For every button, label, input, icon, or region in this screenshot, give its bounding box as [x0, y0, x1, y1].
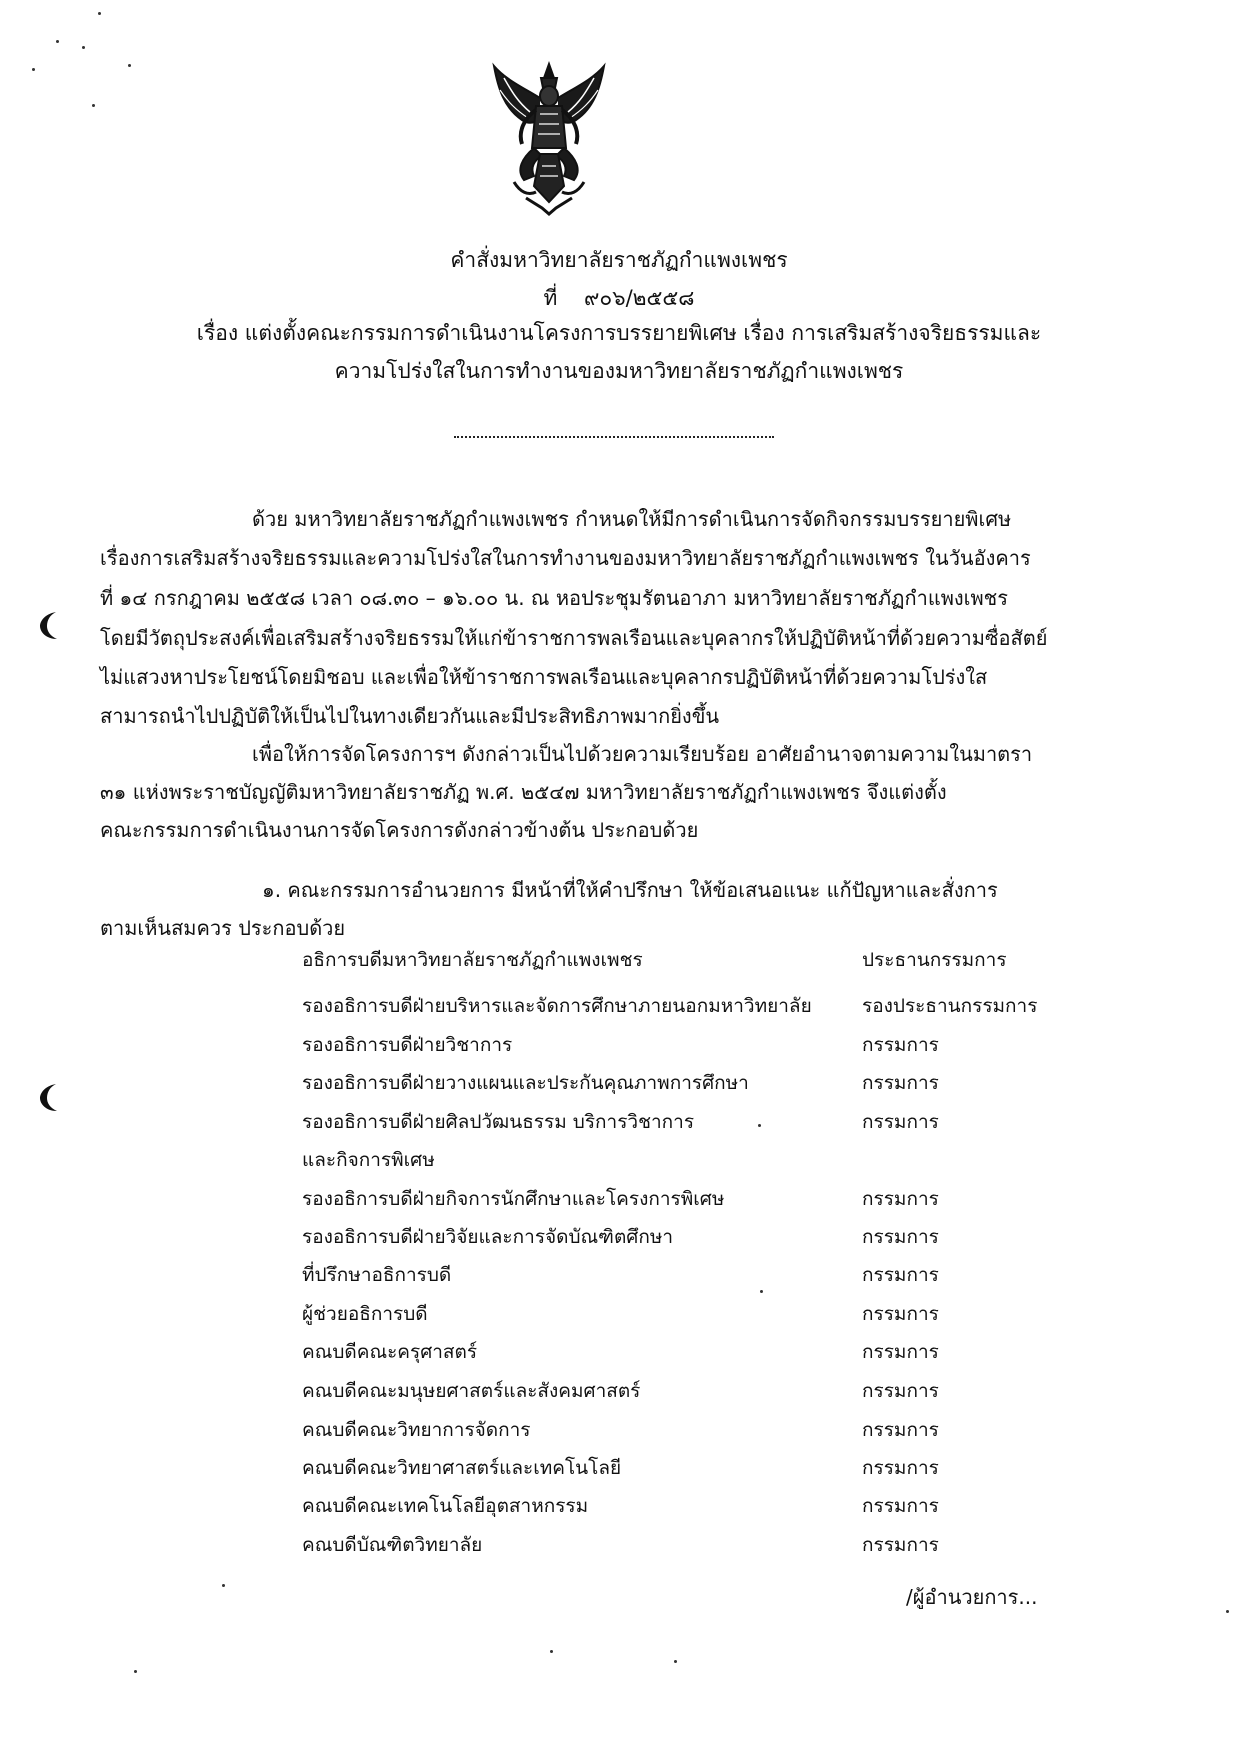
para2-line-3: คณะกรรมการดำเนินงานการจัดโครงการดังกล่าวข้างต้น ประกอบด้วย: [100, 818, 699, 842]
para1-line-3: ที่ ๑๔ กรกฎาคม ๒๕๕๘ เวลา ๐๘.๓๐ – ๑๖.๐๐ น. ณ หอประชุมรัตนอาภา มหาวิทยาลัยราชภัฏกำแพงเพชร: [100, 586, 1008, 610]
committee-member-role: กรรมการ: [862, 1188, 939, 1210]
para2-line-2: ๓๑ แห่งพระราชบัญญัติมหาวิทยาลัยราชภัฏ พ.ศ. ๒๕๔๗ มหาวิทยาลัยราชภัฏกำแพงเพชร จึงแต่งตั้ง: [100, 780, 947, 804]
scan-speck: [56, 40, 59, 43]
committee-member-name: รองอธิการบดีฝ่ายวางแผนและประกันคุณภาพการศึกษา: [302, 1072, 749, 1094]
committee-member-name: คณบดีคณะวิทยาการจัดการ: [302, 1419, 531, 1441]
para2-line-1: เพื่อให้การจัดโครงการฯ ดังกล่าวเป็นไปด้วยความเรียบร้อย อาศัยอำนาจตามความในมาตรา: [252, 742, 1033, 766]
punch-hole-icon: [36, 1080, 62, 1114]
scan-speck: [758, 1124, 761, 1127]
committee-member-role: กรรมการ: [862, 1457, 939, 1479]
committee-member-name: อธิการบดีมหาวิทยาลัยราชภัฏกำแพงเพชร: [302, 949, 643, 971]
committee-member-role: กรรมการ: [862, 1380, 939, 1402]
committee-member-name: ที่ปรึกษาอธิการบดี: [302, 1264, 452, 1286]
order-title: คำสั่งมหาวิทยาลัยราชภัฏกำแพงเพชร: [450, 248, 788, 272]
committee-member-role: กรรมการ: [862, 1303, 939, 1325]
scan-speck: [92, 104, 95, 107]
committee-member-name: คณบดีคณะมนุษยศาสตร์และสังคมศาสตร์: [302, 1380, 641, 1402]
subject-line-2: ความโปร่งใสในการทำงานของมหาวิทยาลัยราชภัฏกำแพงเพชร: [334, 359, 904, 383]
scan-speck: [32, 68, 35, 71]
committee-member-role: กรรมการ: [862, 1072, 939, 1094]
scan-speck: [128, 64, 131, 67]
scan-speck: [222, 1584, 225, 1587]
committee-member-role: กรรมการ: [862, 1341, 939, 1363]
committee-member-name: และกิจการพิเศษ: [302, 1149, 435, 1171]
punch-hole-icon: [36, 608, 62, 642]
garuda-emblem-icon: [484, 58, 614, 218]
committee-member-role: กรรมการ: [862, 1264, 939, 1286]
committee-member-role: กรรมการ: [862, 1419, 939, 1441]
committee-member-name: คณบดีคณะเทคโนโลยีอุตสาหกรรม: [302, 1495, 589, 1517]
order-number: ๙๐๖/๒๕๕๘: [584, 286, 695, 310]
order-number-label: ที่: [543, 286, 558, 310]
scan-speck: [98, 12, 101, 15]
scan-speck: [674, 1660, 677, 1663]
committee-member-role: กรรมการ: [862, 1111, 939, 1133]
section1-heading: ๑. คณะกรรมการอำนวยการ มีหน้าที่ให้คำปรึกษา ให้ข้อเสนอแนะ แก้ปัญหาและสั่งการ: [262, 878, 998, 902]
committee-member-name: ผู้ช่วยอธิการบดี: [302, 1303, 428, 1325]
committee-member-name: รองอธิการบดีฝ่ายกิจการนักศึกษาและโครงการพิเศษ: [302, 1188, 725, 1210]
committee-member-name: รองอธิการบดีฝ่ายวิชาการ: [302, 1034, 513, 1056]
committee-member-role: กรรมการ: [862, 1495, 939, 1517]
committee-member-role: กรรมการ: [862, 1034, 939, 1056]
para1-line-5: ไม่แสวงหาประโยชน์โดยมิชอบ และเพื่อให้ข้าราชการพลเรือนและบุคลากรปฏิบัติหน้าที่ด้วยความโปร่งใส: [100, 665, 988, 689]
committee-member-role: กรรมการ: [862, 1226, 939, 1248]
committee-member-name: คณบดีคณะครุศาสตร์: [302, 1341, 478, 1363]
scan-speck: [1226, 1610, 1229, 1613]
committee-member-role: กรรมการ: [862, 1534, 939, 1556]
order-number-line: [0, 283, 1238, 313]
committee-member-name: รองอธิการบดีฝ่ายวิจัยและการจัดบัณฑิตศึกษา: [302, 1226, 674, 1248]
scan-speck: [134, 1670, 137, 1673]
committee-member-name: คณบดีคณะวิทยาศาสตร์และเทคโนโลยี: [302, 1457, 622, 1479]
continuation-marker: /ผู้อำนวยการ...: [906, 1585, 1038, 1609]
scan-speck: [82, 46, 85, 49]
committee-member-name: คณบดีบัณฑิตวิทยาลัย: [302, 1534, 483, 1556]
committee-member-name: รองอธิการบดีฝ่ายศิลปวัฒนธรรม บริการวิชาการ: [302, 1111, 695, 1133]
para1-line-6: สามารถนำไปปฏิบัติให้เป็นไปในทางเดียวกันและมีประสิทธิภาพมากยิ่งขึ้น: [100, 704, 720, 728]
committee-member-role: รองประธานกรรมการ: [862, 995, 1038, 1017]
para1-line-1: ด้วย มหาวิทยาลัยราชภัฏกำแพงเพชร กำหนดให้มีการดำเนินการจัดกิจกรรมบรรยายพิเศษ: [252, 507, 1012, 531]
scan-speck: [760, 1290, 763, 1293]
committee-member-name: รองอธิการบดีฝ่ายบริหารและจัดการศึกษาภายนอกมหาวิทยาลัย: [302, 995, 812, 1017]
subject-line-1: เรื่อง แต่งตั้งคณะกรรมการดำเนินงานโครงการบรรยายพิเศษ เรื่อง การเสริมสร้างจริยธรรมและ: [196, 321, 1042, 345]
committee-member-role: ประธานกรรมการ: [862, 949, 1007, 971]
separator-dots: [454, 436, 774, 438]
para1-line-2: เรื่องการเสริมสร้างจริยธรรมและความโปร่งใสในการทำงานของมหาวิทยาลัยราชภัฏกำแพงเพชร ในวันอังคาร: [100, 546, 1031, 570]
section1-line-2: ตามเห็นสมควร ประกอบด้วย: [100, 916, 346, 940]
para1-line-4: โดยมีวัตถุประสงค์เพื่อเสริมสร้างจริยธรรมให้แก่ข้าราชการพลเรือนและบุคลากรให้ปฏิบัติหน้าที่ด้วยความซื่อสัตย์: [100, 626, 1048, 650]
scan-speck: [550, 1650, 553, 1653]
